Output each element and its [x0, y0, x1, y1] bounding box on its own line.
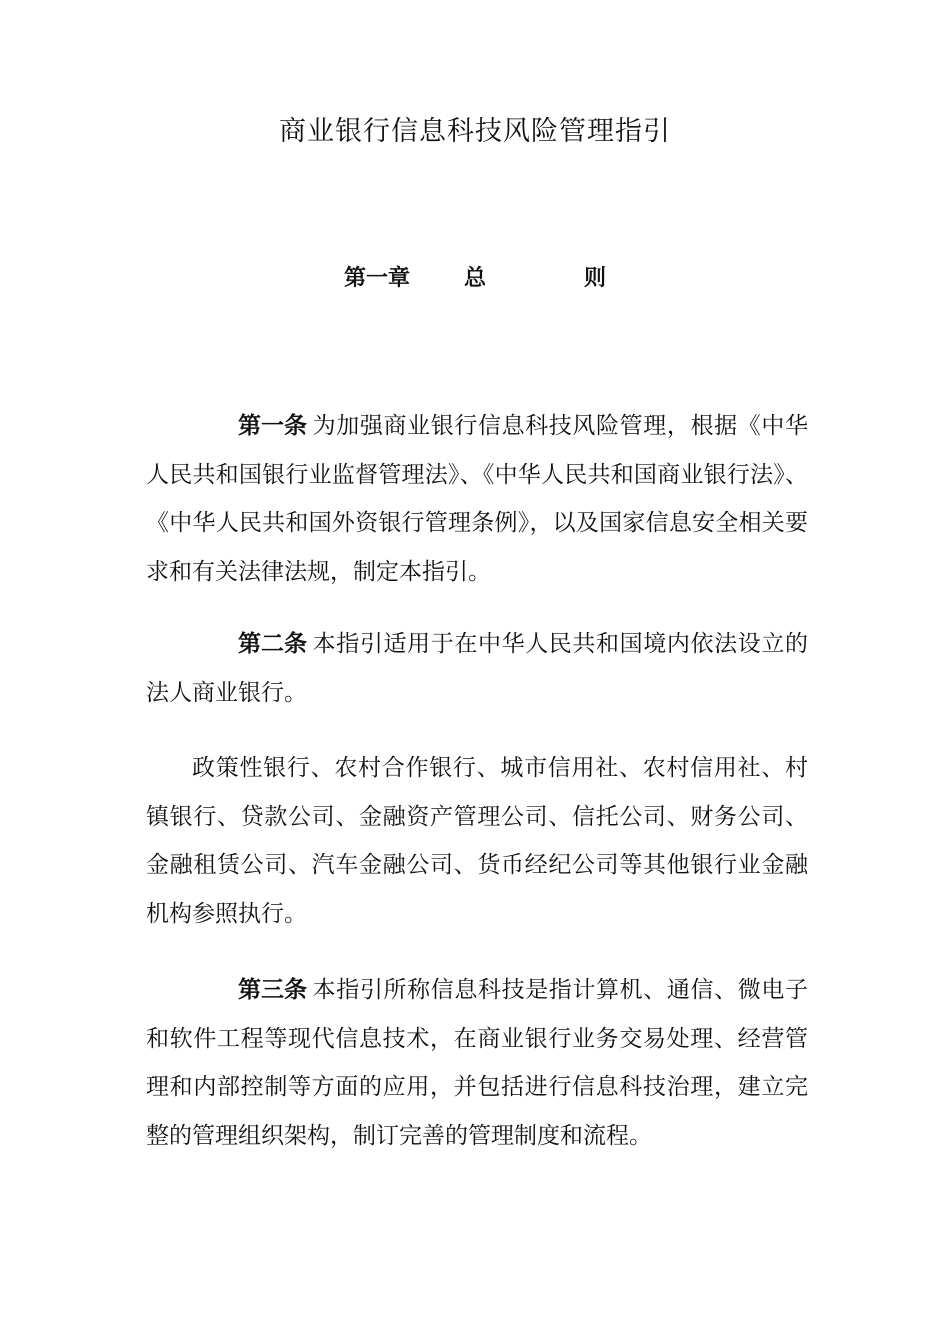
article-1 — [146, 402, 808, 596]
article-text: 本指引所称信息科技是指计算机、通信、微电子和软件工程等现代信息技术，在商业银行业务交易处理、经营管理和内部控制等方面的应用，并包括进行信息科技治理，建立完整的管理组织架构，制订完善的管理制度和流程。 — [146, 977, 808, 1149]
article-2-clause — [146, 744, 808, 938]
document-title: 商业银行信息科技风险管理指引 — [279, 116, 671, 147]
article-text: 为加强商业银行信息科技风险管理，根据《中华人民共和国银行业监督管理法》、《中华人民共和国商业银行法》、《中华人民共和国外资银行管理条例》，以及国家信息安全相关要求和有关法律法规，制定本指引。 — [146, 413, 808, 585]
article-text: 本指引适用于在中华人民共和国境内依法设立的法人商业银行。 — [146, 631, 808, 706]
article-label: 第二条 — [238, 631, 307, 657]
article-label: 第三条 — [238, 977, 307, 1003]
article-label: 第一条 — [238, 413, 307, 439]
article-3 — [146, 966, 808, 1160]
article-2 — [146, 620, 808, 717]
chapter-number: 第一章 — [344, 266, 411, 291]
paragraph-text: 政策性银行、农村合作银行、城市信用社、农村信用社、村镇银行、贷款公司、金融资产管理公司、信托公司、财务公司、金融租赁公司、汽车金融公司、货币经纪公司等其他银行业金融机构参照执行。 — [146, 755, 808, 927]
chapter-name-part2: 则 — [584, 266, 607, 291]
chapter-name-part1: 总 — [464, 266, 487, 291]
